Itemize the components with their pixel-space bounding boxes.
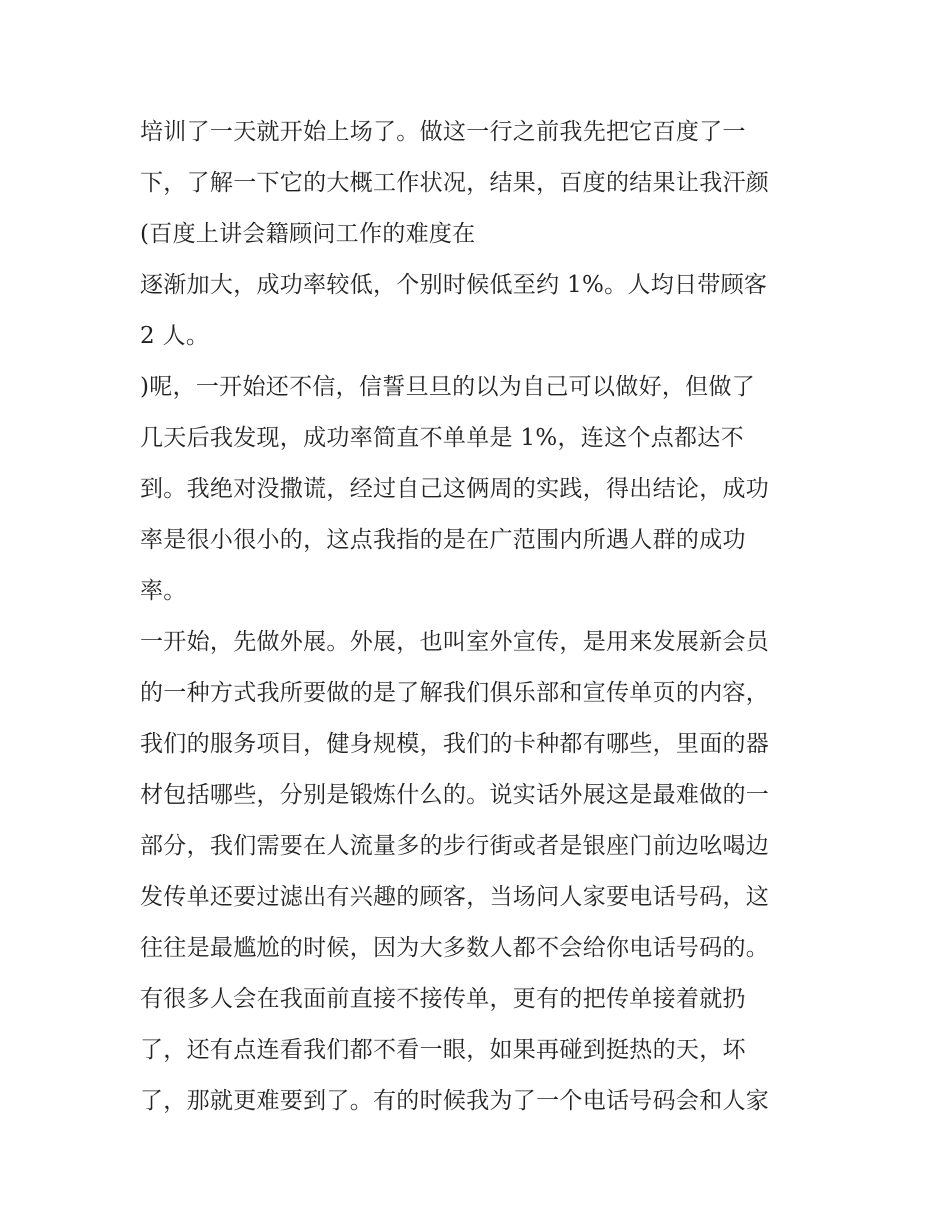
text-line: (百度上讲会籍顾问工作的难度在 [140, 221, 476, 247]
text-line: 率。 [140, 578, 187, 604]
text-line: 2 人。 [140, 323, 210, 349]
document-body [140, 107, 820, 1127]
text-line: 往往是最尴尬的时候，因为大多数人都不会给你电话号码的。 [140, 935, 770, 961]
text-line: 培训了一天就开始上场了。做这一行之前我先把它百度了一 [140, 119, 746, 145]
text-line: 下，了解一下它的大概工作状况，结果，百度的结果让我汗颜 [140, 170, 770, 196]
text-line: 的一种方式我所要做的是了解我们俱乐部和宣传单页的内容， [140, 680, 770, 706]
text-line: 部分，我们需要在人流量多的步行街或者是银座门前边吆喝边 [140, 833, 770, 859]
text-line: )呢，一开始还不信，信誓旦旦的以为自己可以做好，但做了 [140, 374, 756, 400]
text-line: 了，还有点连看我们都不看一眼，如果再碰到挺热的天，坏 [140, 1037, 746, 1063]
text-line: 我们的服务项目，健身规模，我们的卡种都有哪些，里面的器 [140, 731, 770, 757]
text-line: 逐渐加大，成功率较低，个别时候低至约 1%。人均日带顾客 [140, 272, 768, 298]
text-line: 材包括哪些，分别是锻炼什么的。说实话外展这是最难做的一 [140, 782, 770, 808]
text-line: 几天后我发现，成功率简直不单单是 1%，连这个点都达不 [140, 425, 744, 451]
text-line: 率是很小很小的，这点我指的是在广范围内所遇人群的成功 [140, 527, 746, 553]
text-line: 了，那就更难要到了。有的时候我为了一个电话号码会和人家 [140, 1088, 770, 1114]
text-line: 有很多人会在我面前直接不接传单，更有的把传单接着就扔 [140, 986, 746, 1012]
text-line: 发传单还要过滤出有兴趣的顾客，当场问人家要电话号码，这 [140, 884, 770, 910]
text-line: 一开始，先做外展。外展，也叫室外宣传，是用来发展新会员 [140, 629, 770, 655]
text-line: 到。我绝对没撒谎，经过自己这俩周的实践，得出结论，成功 [140, 476, 770, 502]
